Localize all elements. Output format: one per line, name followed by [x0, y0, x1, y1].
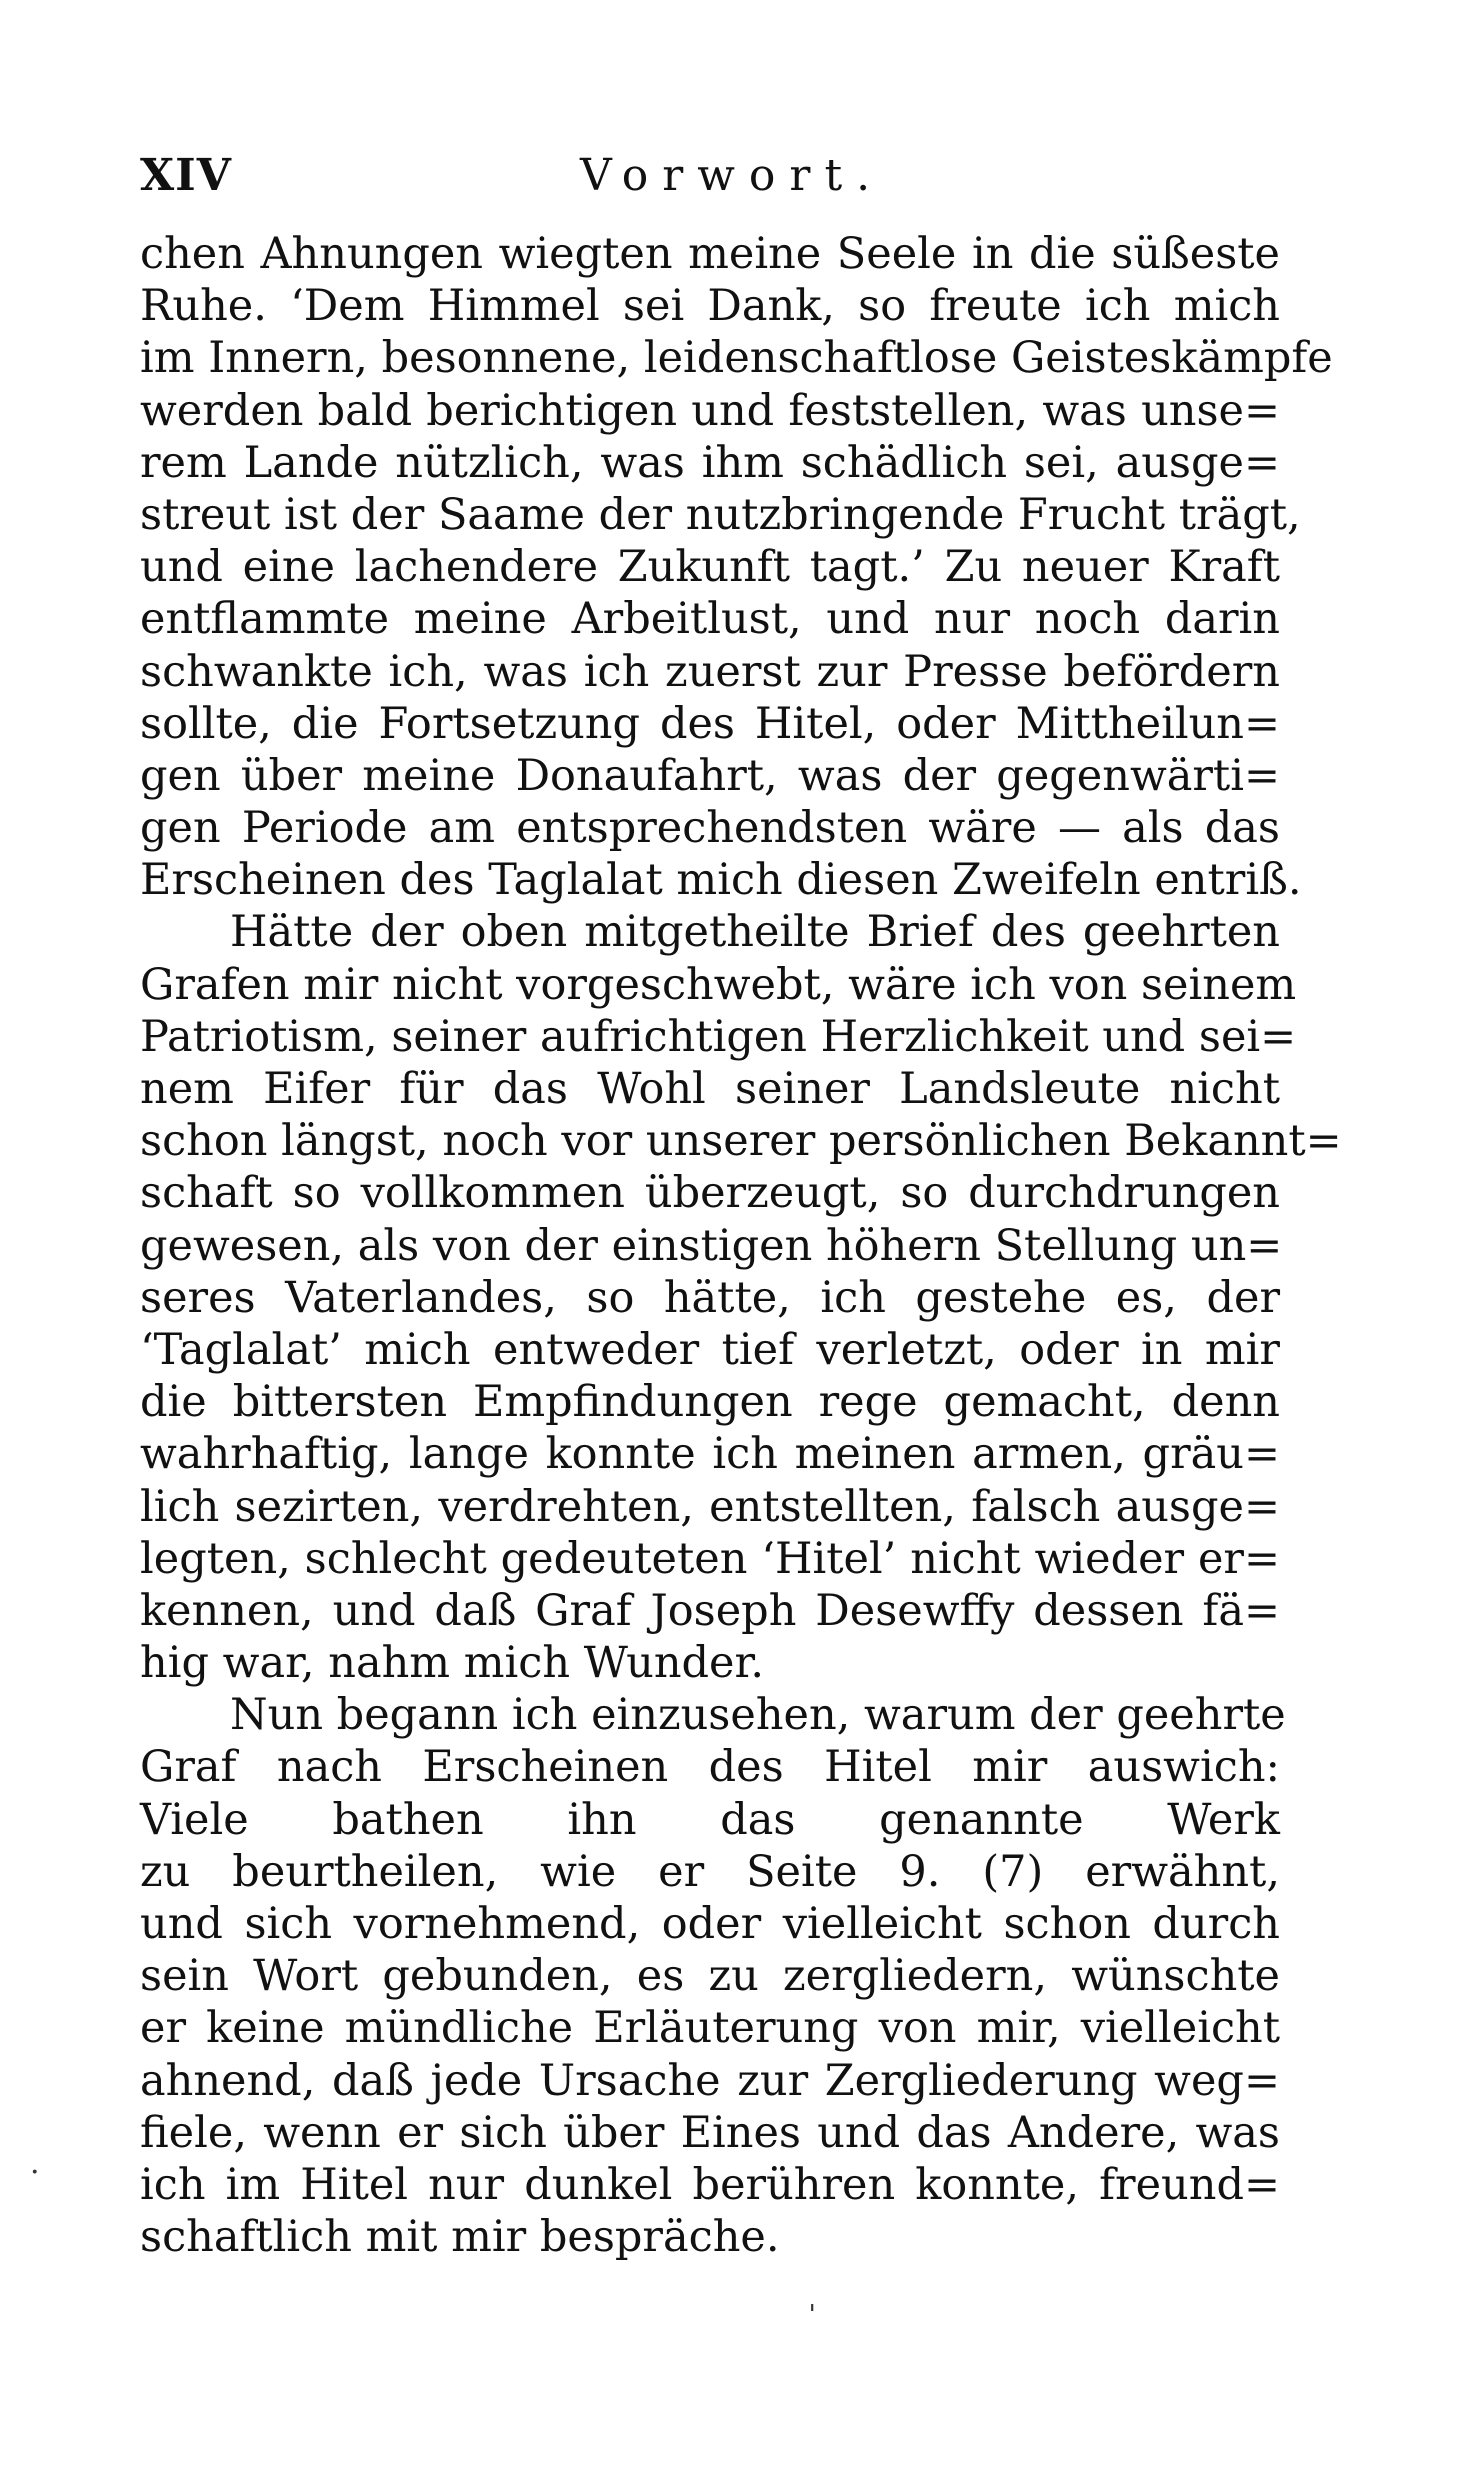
text-line: Patriotism, seiner aufrichtigen Herzlichkeit und sei= [140, 1011, 1297, 1062]
text-line: entflammte meine Arbeitlust, und nur noch darin [140, 594, 1280, 645]
text-line: legten, schlecht gedeuteten ‘Hitel’ nicht wieder er= [140, 1533, 1280, 1584]
text-line: schon längst, noch vor unserer persönlichen Bekannt= [140, 1116, 1342, 1167]
stray-ink-mark: ˈ [808, 2300, 817, 2335]
text-line: sollte, die Fortsetzung des Hitel, oder Mittheilun= [140, 698, 1280, 749]
text-line: ‘Taglalat’ mich entweder tief verletzt, oder in mir [140, 1324, 1280, 1375]
text-line: seres Vaterlandes, so hätte, ich gestehe es, der [140, 1272, 1280, 1323]
text-line: die bittersten Empfindungen rege gemacht, denn [140, 1377, 1280, 1428]
running-head: Vorwort. [580, 150, 885, 201]
text-line: rem Lande nützlich, was ihm schädlich sei, ausge= [140, 437, 1280, 488]
text-line: gen Periode am entsprechendsten wäre — als das [140, 803, 1280, 854]
text-line: Ruhe. ‘Dem Himmel sei Dank, so freute ich mich [140, 281, 1280, 332]
text-line: werden bald berichtigen und feststellen, was unse= [140, 385, 1280, 436]
page-header [140, 150, 1320, 220]
text-line: Grafen mir nicht vorgeschwebt, wäre ich von seinem [140, 959, 1297, 1010]
text-line: schwankte ich, was ich zuerst zur Presse befördern [140, 646, 1280, 697]
text-line: im Innern, besonnene, leidenschaftlose Geisteskämpfe [140, 333, 1333, 384]
text-line: und eine lachendere Zukunft tagt.’ Zu neuer Kraft [140, 542, 1280, 593]
text-line: schaft so vollkommen überzeugt, so durchdrungen [140, 1168, 1280, 1219]
paragraph-start-line: Hätte der oben mitgetheilte Brief des geehrten [230, 907, 1280, 958]
text-line: hig war, nahm mich Wunder. [140, 1638, 765, 1689]
text-line: streut ist der Saame der nutzbringende Frucht trägt, [140, 489, 1301, 540]
text-line: schaftlich mit mir bespräche. [140, 2212, 780, 2263]
text-line: wahrhaftig, lange konnte ich meinen armen, gräu= [140, 1429, 1280, 1480]
text-line: und sich vornehmend, oder vielleicht schon durch [140, 1899, 1280, 1949]
stray-ink-mark: · [30, 2155, 40, 2190]
page-number: XIV [140, 150, 232, 201]
text-line: gen über meine Donaufahrt, was der gegenwärti= [140, 750, 1280, 801]
paragraph-start-line: Nun begann ich einzusehen, warum der geehrte [230, 1690, 1286, 1741]
text-line: er keine mündliche Erläuterung von mir, vielleicht [140, 2003, 1280, 2054]
text-line: ahnend, daß jede Ursache zur Zergliederung weg= [140, 2055, 1280, 2106]
text-line: kennen, und daß Graf Joseph Desewffy dessen fä= [140, 1585, 1280, 1636]
text-line: zu beurtheilen, wie er Seite 9. (7) erwähnt, [140, 1846, 1280, 1897]
text-line: Graf nach Erscheinen des Hitel mir auswich: [140, 1742, 1280, 1793]
text-line: gewesen, als von der einstigen höhern Stellung un= [140, 1220, 1283, 1271]
text-line: nem Eifer für das Wohl seiner Landsleute nicht [140, 1064, 1280, 1114]
text-line: Viele bathen ihn das genannte Werk [140, 1794, 1280, 1845]
text-line: fiele, wenn er sich über Eines und das Andere, was [140, 2107, 1280, 2158]
text-line: ich im Hitel nur dunkel berühren konnte, freund= [140, 2159, 1280, 2210]
text-line: Erscheinen des Taglalat mich diesen Zweifeln entriß. [140, 855, 1302, 906]
text-line: chen Ahnungen wiegten meine Seele in die süßeste [140, 229, 1280, 279]
body-text [140, 228, 1342, 2263]
text-line: lich sezirten, verdrehten, entstellten, falsch ausge= [140, 1481, 1280, 1532]
text-line: sein Wort gebunden, es zu zergliedern, wünschte [140, 1951, 1280, 2002]
